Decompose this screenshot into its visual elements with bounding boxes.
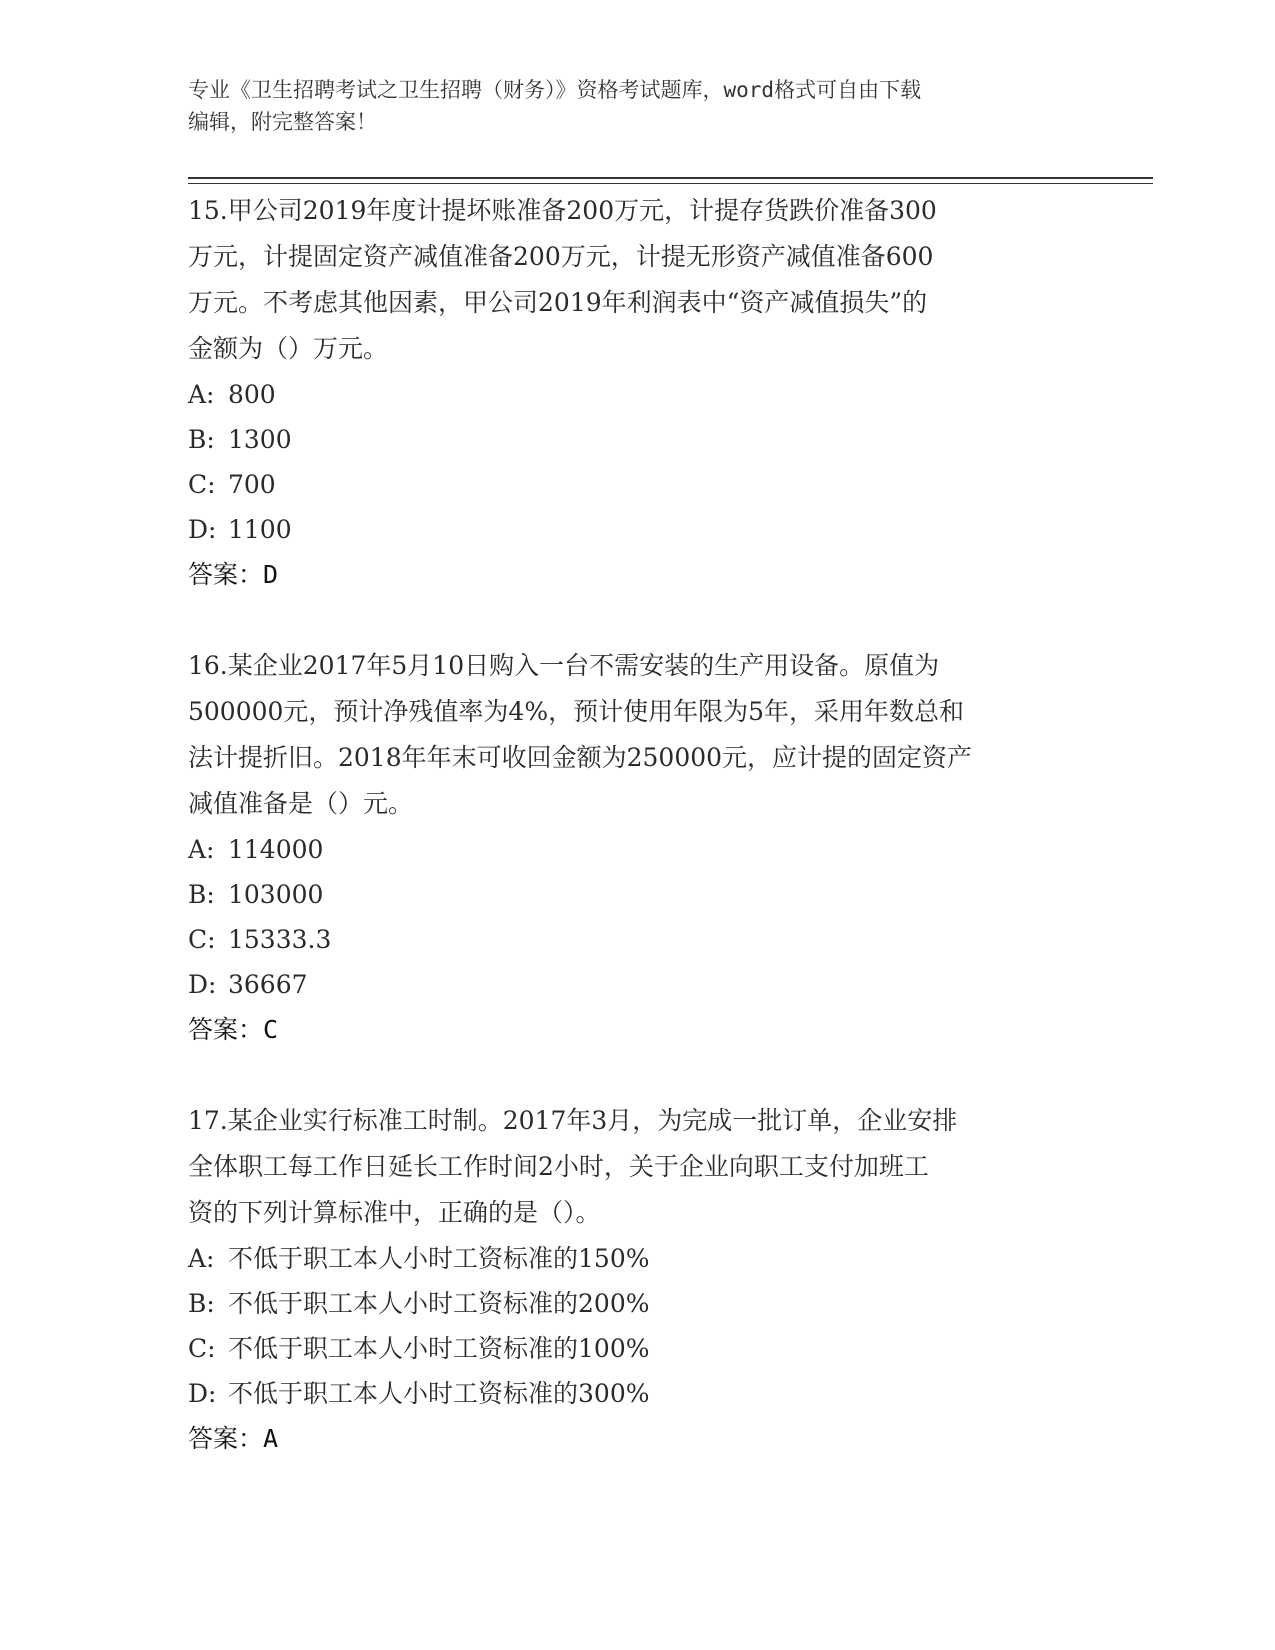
answer-line: 答案：D bbox=[188, 560, 279, 589]
question-16 bbox=[188, 643, 1088, 1053]
option-text: 1100 bbox=[228, 515, 292, 544]
question-stem-line: 全体职工每工作日延长工作时间2小时，关于企业向职工支付加班工 bbox=[188, 1152, 929, 1181]
option-a bbox=[188, 1236, 1088, 1281]
option-c bbox=[188, 917, 1088, 962]
option-a bbox=[188, 827, 1088, 872]
option-text: 1300 bbox=[228, 425, 292, 454]
option-d bbox=[188, 507, 1088, 552]
question-stem-line: 15.甲公司2019年度计提坏账准备200万元，计提存货跌价准备300 bbox=[188, 196, 937, 225]
option-b bbox=[188, 417, 1088, 462]
question-stem-line: 法计提折旧。2018年年末可收回金额为250000元，应计提的固定资产 bbox=[188, 743, 973, 772]
option-letter: C: bbox=[188, 470, 216, 499]
option-d bbox=[188, 1371, 1088, 1416]
option-letter: D: bbox=[188, 515, 217, 544]
header-divider-thin bbox=[188, 183, 1153, 184]
header-divider-thick bbox=[188, 177, 1153, 179]
option-letter: A: bbox=[188, 380, 215, 409]
option-letter: B: bbox=[188, 1289, 215, 1318]
header-line-2: 编辑，附完整答案！ bbox=[188, 110, 377, 134]
option-c bbox=[188, 1326, 1088, 1371]
option-text: 不低于职工本人小时工资标准的100% bbox=[228, 1334, 650, 1363]
option-text: 不低于职工本人小时工资标准的200% bbox=[228, 1289, 650, 1318]
option-b bbox=[188, 872, 1088, 917]
option-letter: C: bbox=[188, 1334, 216, 1363]
option-text: 103000 bbox=[228, 880, 324, 909]
option-text: 114000 bbox=[228, 835, 324, 864]
option-letter: D: bbox=[188, 1379, 217, 1408]
question-stem-line: 金额为（）万元。 bbox=[188, 334, 389, 363]
question-17 bbox=[188, 1098, 1088, 1462]
document-header bbox=[188, 74, 1068, 138]
option-text: 700 bbox=[228, 470, 276, 499]
question-stem-line: 16.某企业2017年5月10日购入一台不需安装的生产用设备。原值为 bbox=[188, 651, 940, 680]
option-d bbox=[188, 962, 1088, 1007]
question-15 bbox=[188, 188, 1088, 598]
option-letter: C: bbox=[188, 925, 216, 954]
option-text: 15333.3 bbox=[228, 925, 332, 954]
option-letter: D: bbox=[188, 970, 217, 999]
question-stem-line: 资的下列计算标准中，正确的是（）。 bbox=[188, 1198, 601, 1227]
header-line-1: 专业《卫生招聘考试之卫生招聘（财务）》资格考试题库，word格式可自由下载 bbox=[188, 78, 922, 102]
question-stem-line: 万元，计提固定资产减值准备200万元，计提无形资产减值准备600 bbox=[188, 242, 934, 271]
option-text: 不低于职工本人小时工资标准的300% bbox=[228, 1379, 650, 1408]
option-c bbox=[188, 462, 1088, 507]
question-stem-line: 万元。不考虑其他因素，甲公司2019年利润表中“资产减值损失”的 bbox=[188, 288, 928, 317]
question-stem-line: 17.某企业实行标准工时制。2017年3月，为完成一批订单，企业安排 bbox=[188, 1106, 958, 1135]
option-letter: A: bbox=[188, 1244, 215, 1273]
option-letter: B: bbox=[188, 880, 215, 909]
option-letter: A: bbox=[188, 835, 215, 864]
option-text: 800 bbox=[228, 380, 276, 409]
answer-line: 答案：C bbox=[188, 1015, 279, 1044]
option-a bbox=[188, 372, 1088, 417]
option-text: 36667 bbox=[228, 970, 308, 999]
question-stem-line: 500000元，预计净残值率为4%，预计使用年限为5年，采用年数总和 bbox=[188, 697, 965, 726]
option-b bbox=[188, 1281, 1088, 1326]
option-letter: B: bbox=[188, 425, 215, 454]
question-stem-line: 减值准备是（）元。 bbox=[188, 789, 414, 818]
option-text: 不低于职工本人小时工资标准的150% bbox=[228, 1244, 650, 1273]
answer-line: 答案：A bbox=[188, 1424, 279, 1453]
